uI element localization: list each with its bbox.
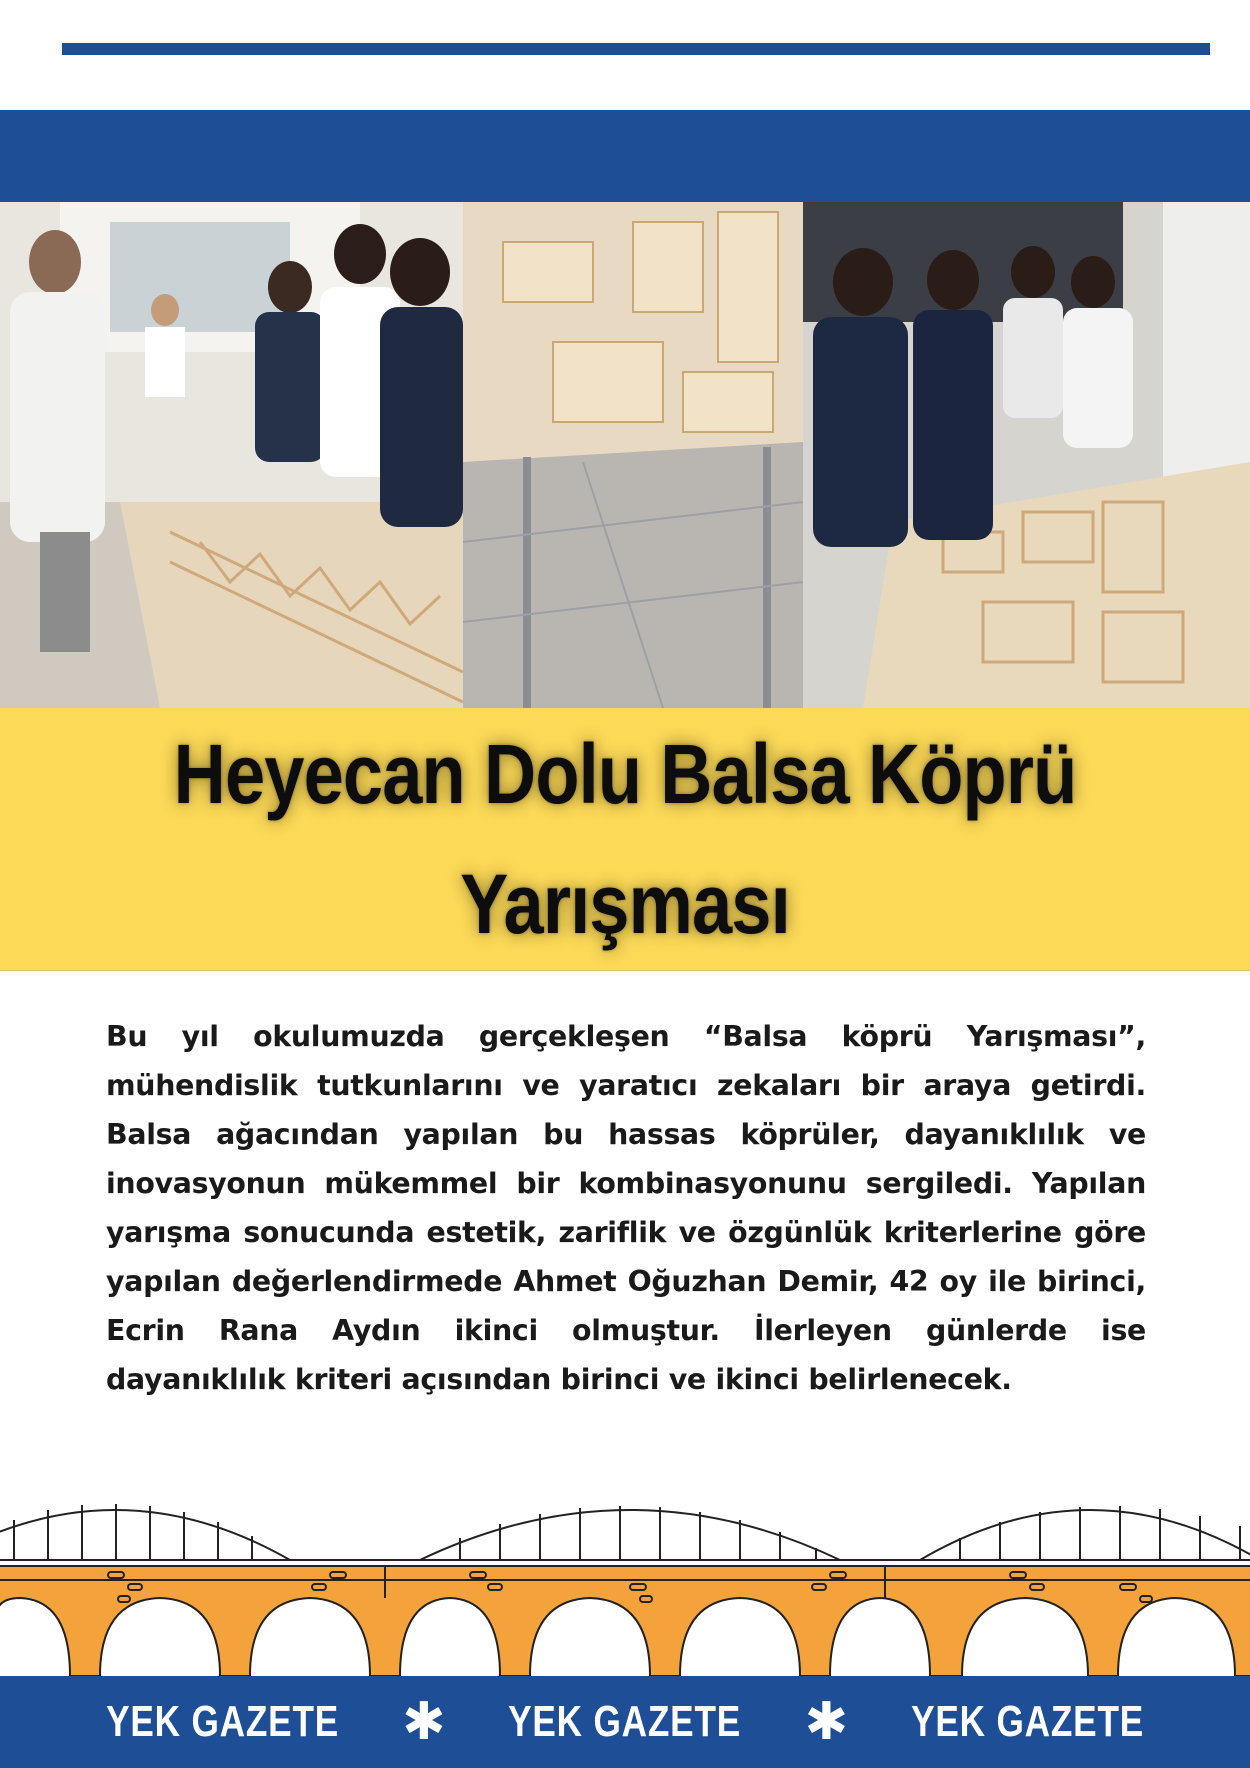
headline-band — [0, 708, 1250, 971]
asterisk-icon: ✱ — [804, 1692, 849, 1752]
photo-strip — [0, 202, 1250, 708]
article-body: Bu yıl okulumuzda gerçekleşen “Balsa köprü Yarışması”, mühendislik tutkunlarını ve yaratıcı zekaları bir araya getirdi. Balsa ağacından yapılan bu hassas köprüler, dayanıklılık ve inovasyonun mükemmel bir kombinasyonunu sergiledi. Yapılan yarışma sonucunda estetik, zariflik ve özgünlük kriterlerine göre yapılan değerlendirmede Ahmet Oğuzhan Demir, 42 oy ile birinci, Ecrin Rana Aydın ikinci olmuştur. İlerleyen günlerde ise dayanıklılık kriteri açısından birinci ve ikinci belirlenecek. — [106, 1020, 1146, 1396]
footer-brand: YEK GAZETE — [911, 1697, 1144, 1746]
footer-brand: YEK GAZETE — [508, 1697, 742, 1746]
header-band — [0, 110, 1250, 202]
photo-students-examining — [803, 202, 1250, 708]
footer-brand: YEK GAZETE — [106, 1697, 339, 1746]
top-rule — [62, 43, 1210, 55]
bridge-illustration — [0, 1480, 1250, 1676]
photo-bridge-models — [463, 202, 803, 708]
asterisk-icon: ✱ — [401, 1692, 446, 1752]
photo-students-with-teacher — [0, 202, 463, 708]
headline: Heyecan Dolu Balsa Köprü Yarışması — [173, 727, 1077, 951]
footer-band — [0, 1676, 1250, 1768]
